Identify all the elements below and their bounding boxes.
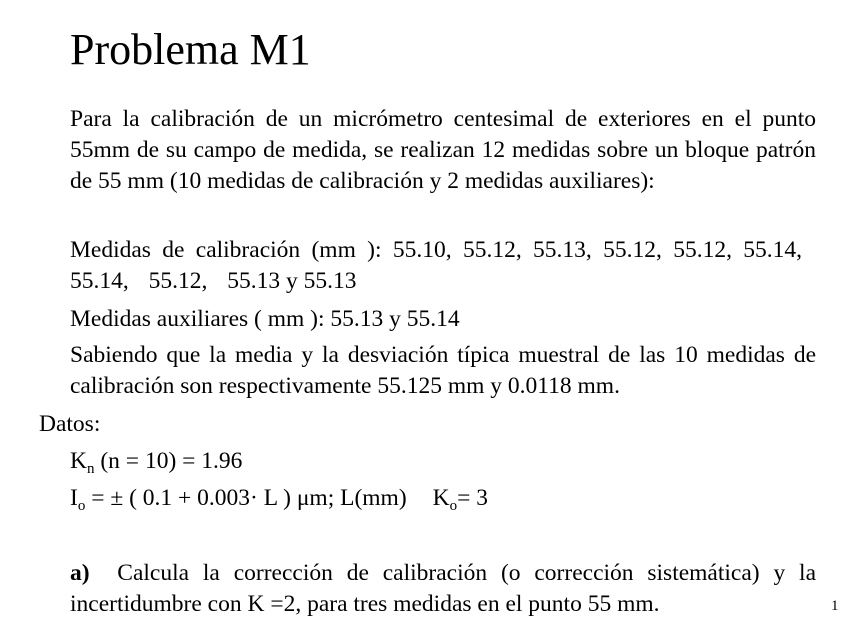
calibration-value: 55.10, <box>392 237 452 263</box>
knowing-paragraph: Sabiendo que la media y la desviación típica muestral de las 10 medidas de calibración son respectivamente 55.125 mm y 0.0118 mm. <box>70 342 816 399</box>
ko-value: = 3 <box>457 485 489 511</box>
calibration-value: 55.13 <box>227 268 281 294</box>
kn-subscript: n <box>86 461 95 477</box>
auxiliary-connector: y <box>389 306 401 332</box>
ko-symbol: K <box>432 485 450 511</box>
calibration-value: 55.12, <box>148 268 208 294</box>
datos-heading: Datos: <box>39 411 101 437</box>
question-text: Calcula la corrección de calibración (o corrección sistemática) y la incertidumbre con K =2, para tres medidas en el punto 55 mm. <box>70 560 817 617</box>
auxiliary-label: Medidas auxiliares ( mm ): <box>70 306 325 332</box>
calibration-value: 55.12, <box>603 237 662 263</box>
calibration-value: 55.12, <box>462 237 522 263</box>
calibration-measurements <box>70 235 816 297</box>
calibration-value: 55.13, <box>533 237 592 263</box>
calibration-value: 55.14, <box>743 237 803 263</box>
io-subscript: o <box>77 498 86 514</box>
io-formula: = ± ( 0.1 + 0.003· L ) μm; L(mm) <box>85 485 407 511</box>
auxiliary-measurements <box>70 304 460 335</box>
page-number: 1 <box>831 598 839 614</box>
intro-paragraph: Para la calibración de un micrómetro centesimal de exteriores en el punto 55mm de su campo de medida, se realizan 12 medidas sobre un bloque patrón de 55 mm (10 medidas de calibración y 2 medidas auxiliares): <box>70 106 816 194</box>
page-title: Problema M1 <box>70 25 311 74</box>
calibration-connector: y <box>286 268 298 294</box>
io-datum <box>70 483 488 514</box>
ko-subscript: o <box>449 498 458 514</box>
calibration-value: 55.12, <box>673 237 732 263</box>
calibration-label: Medidas de calibración (mm ): <box>70 237 382 263</box>
calibration-value: 55.14, <box>70 268 129 294</box>
auxiliary-value: 55.14 <box>406 306 460 332</box>
kn-symbol: K <box>70 448 87 474</box>
question-a <box>70 558 816 620</box>
auxiliary-value: 55.13 <box>330 306 384 332</box>
question-label: a) <box>70 560 90 586</box>
calibration-value: 55.13 <box>303 268 357 294</box>
io-symbol: I <box>70 485 78 511</box>
kn-value: (n = 10) = 1.96 <box>94 448 243 474</box>
kn-datum <box>70 446 242 477</box>
